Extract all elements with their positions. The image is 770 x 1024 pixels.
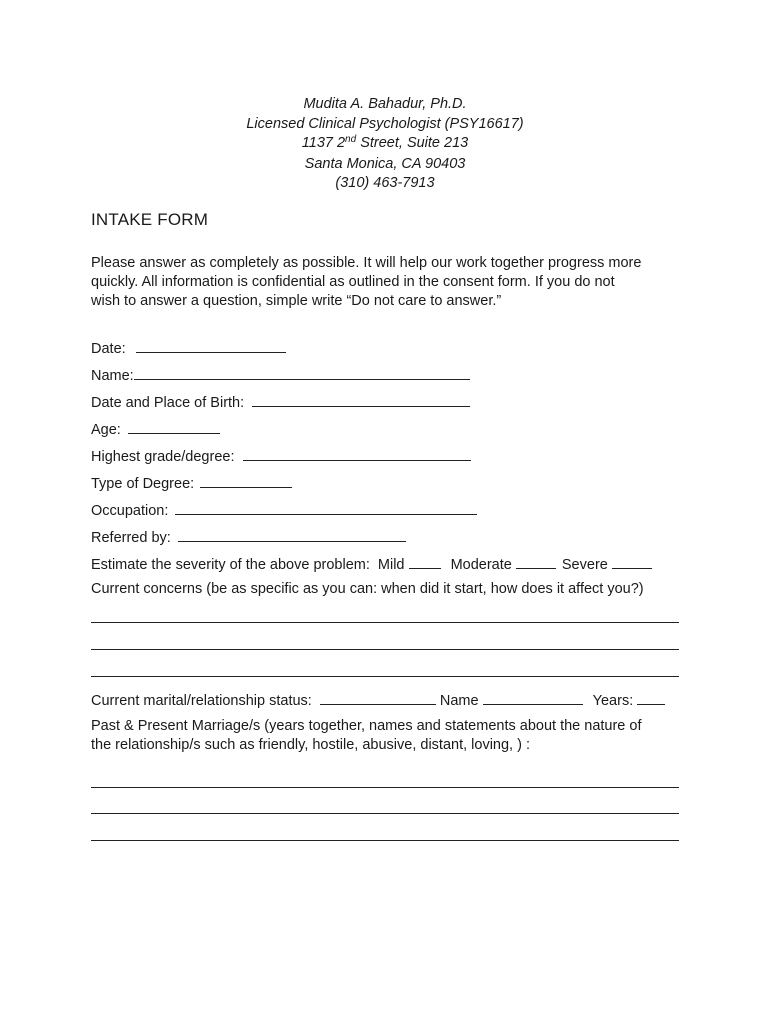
years-label: Years: (592, 693, 634, 709)
birth-label: Date and Place of Birth: (91, 395, 245, 411)
degree-type-field[interactable] (200, 473, 292, 488)
years-field[interactable] (637, 690, 665, 705)
mild-field[interactable] (409, 554, 441, 569)
severe-field[interactable] (612, 554, 652, 569)
moderate-label: Moderate (450, 557, 512, 573)
referred-label: Referred by: (91, 530, 171, 546)
intro-paragraph (91, 254, 691, 311)
referred-field[interactable] (178, 527, 406, 542)
severe-label: Severe (561, 557, 608, 573)
street-ordinal: nd (345, 134, 357, 145)
name-field[interactable] (134, 365, 470, 380)
moderate-field[interactable] (516, 554, 556, 569)
street-number: 1137 2 (301, 135, 346, 151)
practitioner-title: Licensed Clinical Psychologist (PSY16617) (246, 115, 524, 132)
grade-row (91, 446, 471, 465)
marital-status-field[interactable] (320, 690, 436, 705)
marital-row (91, 690, 665, 709)
marriage-prompt (91, 717, 642, 755)
marriage-line-2[interactable] (91, 813, 679, 814)
intro-line: wish to answer a question, simple write “Do not care to answer.” (91, 293, 502, 309)
form-title: INTAKE FORM (91, 210, 209, 229)
severity-label: Estimate the severity of the above problem: (91, 557, 370, 573)
marital-name-field[interactable] (483, 690, 583, 705)
age-field[interactable] (128, 419, 220, 434)
name-row (91, 365, 470, 384)
grade-label: Highest grade/degree: (91, 449, 235, 465)
referred-row (91, 527, 406, 546)
concerns-line-3[interactable] (91, 676, 679, 677)
occupation-row (91, 500, 477, 519)
mild-label: Mild (377, 557, 405, 573)
date-field[interactable] (136, 338, 286, 353)
marriage-prompt-line: Past & Present Marriage/s (years together, names and statements about the nature of (91, 718, 642, 734)
concerns-line-1[interactable] (91, 622, 679, 623)
severity-row (91, 554, 652, 573)
marriage-prompt-line: the relationship/s such as friendly, hostile, abusive, distant, loving, ) : (91, 737, 530, 753)
occupation-field[interactable] (175, 500, 477, 515)
marital-name-label: Name (439, 693, 479, 709)
age-label: Age: (91, 422, 121, 438)
intro-line: quickly. All information is confidential as outlined in the consent form. If you do not (91, 274, 615, 290)
street-rest: Street, Suite 213 (356, 135, 469, 151)
degree-type-row (91, 473, 292, 492)
occupation-label: Occupation: (91, 503, 169, 519)
concerns-line-2[interactable] (91, 649, 679, 650)
city-state-zip: Santa Monica, CA 90403 (304, 155, 466, 172)
practitioner-name: Mudita A. Bahadur, Ph.D. (303, 96, 467, 112)
date-label: Date: (91, 341, 126, 357)
letterhead (0, 95, 770, 194)
phone-number: (310) 463-7913 (335, 175, 435, 191)
marriage-line-1[interactable] (91, 787, 679, 788)
concerns-label: Current concerns (be as specific as you can: when did it start, how does it affect you?) (91, 581, 644, 597)
grade-field[interactable] (243, 446, 471, 461)
birth-field[interactable] (252, 392, 470, 407)
name-label: Name: (91, 368, 134, 384)
date-row (91, 338, 286, 357)
street-address (0, 134, 770, 155)
degree-type-label: Type of Degree: (91, 476, 195, 492)
marital-label: Current marital/relationship status: (91, 693, 312, 709)
intro-line: Please answer as completely as possible. It will help our work together progress more (91, 255, 642, 271)
age-row (91, 419, 220, 438)
marriage-line-3[interactable] (91, 840, 679, 841)
birth-row (91, 392, 470, 411)
